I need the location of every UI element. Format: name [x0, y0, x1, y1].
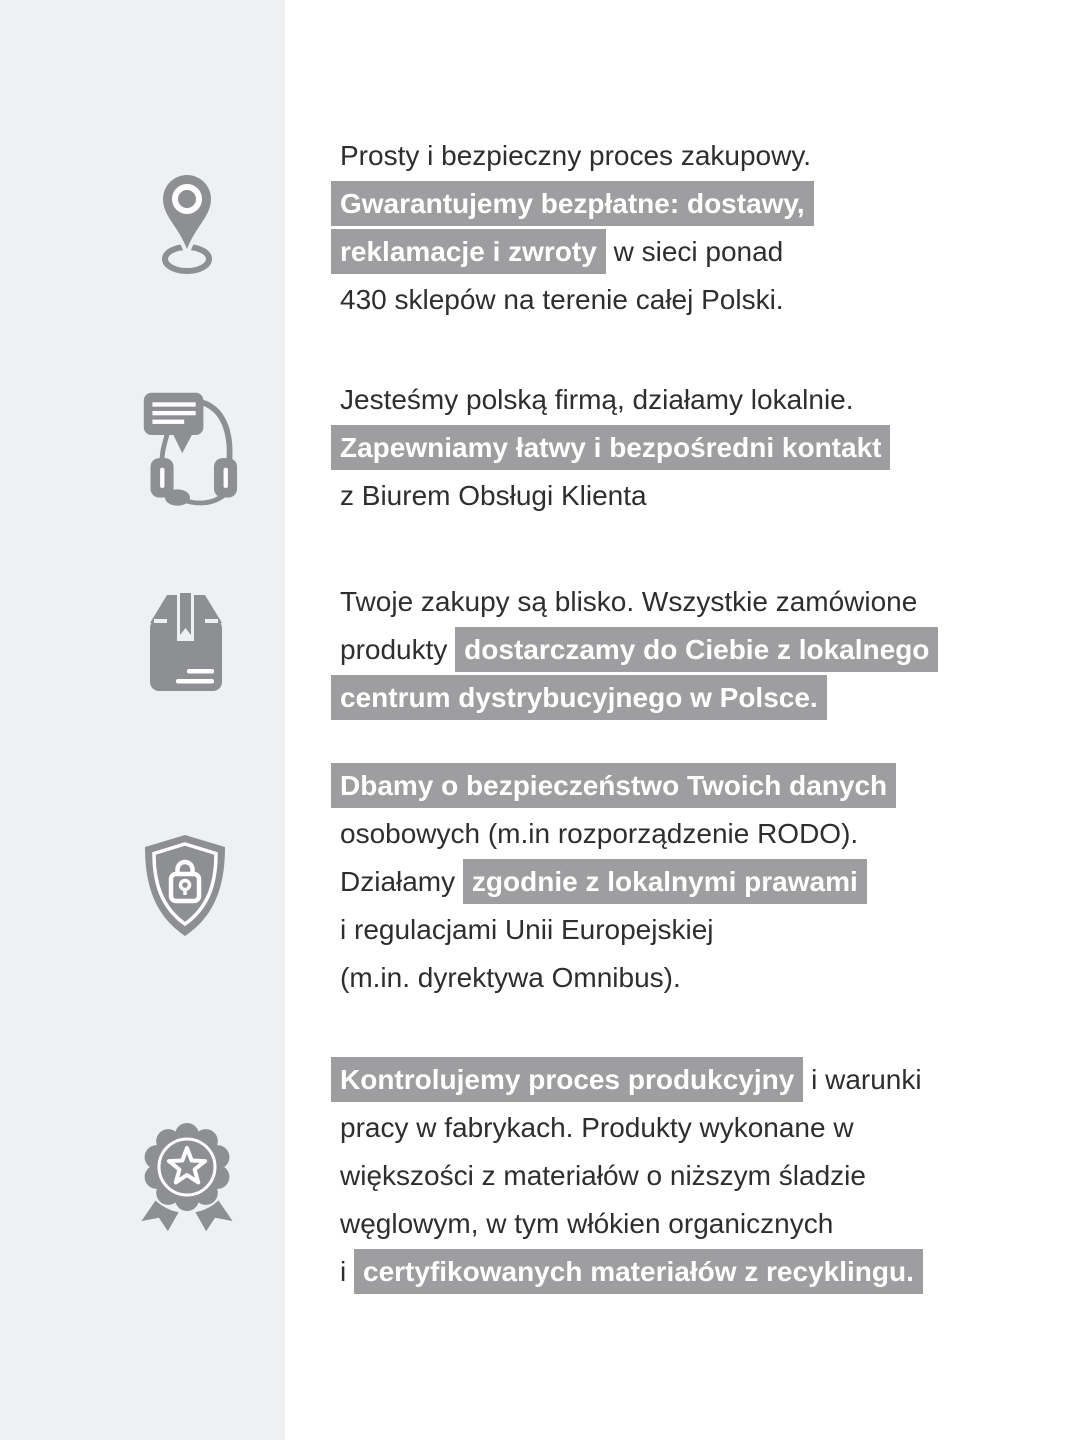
- text-line: [331, 810, 896, 858]
- text-block: [331, 578, 938, 722]
- text-line: [331, 1248, 923, 1296]
- text-block: [331, 132, 814, 324]
- plain-text: i warunki: [803, 1064, 922, 1095]
- award-badge-icon: [133, 1120, 241, 1238]
- highlighted-text: Dbamy o bezpieczeństwo Twoich danych: [331, 763, 896, 808]
- package-box-icon: [147, 593, 225, 695]
- plain-text: Prosty i bezpieczny proces zakupowy.: [340, 140, 812, 171]
- plain-text: Działamy: [340, 866, 463, 897]
- plain-text: w sieci ponad: [605, 236, 784, 267]
- text-line: [331, 578, 938, 626]
- text-line: [331, 180, 814, 228]
- text-block: [331, 376, 890, 520]
- text-line: [331, 762, 896, 810]
- highlighted-text: Zapewniamy łatwy i bezpośredni kontakt: [331, 425, 890, 470]
- text-line: [331, 1200, 923, 1248]
- location-pin-icon: [155, 173, 219, 277]
- customer-service-headset-icon: [138, 388, 238, 507]
- plain-text: węglowym, w tym włókien organicznych: [340, 1208, 834, 1239]
- section-local-warehouse: [331, 578, 938, 722]
- text-line: [331, 906, 896, 954]
- plain-text: Jesteśmy polską firmą, działamy lokalnie.: [340, 384, 854, 415]
- text-line: [331, 228, 814, 276]
- text-line: [331, 1104, 923, 1152]
- text-block: [331, 1056, 923, 1296]
- highlighted-text: Gwarantujemy bezpłatne: dostawy,: [331, 181, 814, 226]
- highlighted-text: Kontrolujemy proces produkcyjny: [331, 1057, 803, 1102]
- text-line: [331, 132, 814, 180]
- text-line: [331, 1056, 923, 1104]
- plain-text: produkty: [340, 634, 456, 665]
- section-local-contact: [331, 376, 890, 520]
- plain-text: i regulacjami Unii Europejskiej: [340, 914, 714, 945]
- text-line: [331, 674, 938, 722]
- text-line: [331, 1152, 923, 1200]
- highlighted-text: certyfikowanych materiałów z recyklingu.: [354, 1249, 923, 1294]
- highlighted-text: dostarczamy do Ciebie z lokalnego: [455, 627, 938, 672]
- section-production-control: [331, 1056, 923, 1296]
- plain-text: pracy w fabrykach. Produkty wykonane w: [340, 1112, 854, 1143]
- text-line: [331, 954, 896, 1002]
- highlighted-text: centrum dystrybucyjnego w Polsce.: [331, 675, 827, 720]
- plain-text: i: [340, 1256, 354, 1287]
- text-line: [331, 472, 890, 520]
- shield-lock-icon: [138, 832, 232, 940]
- text-line: [331, 626, 938, 674]
- text-line: [331, 424, 890, 472]
- text-line: [331, 858, 896, 906]
- highlighted-text: zgodnie z lokalnymi prawami: [463, 859, 867, 904]
- plain-text: większości z materiałów o niższym śladzie: [340, 1160, 866, 1191]
- plain-text: 430 sklepów na terenie całej Polski.: [340, 284, 784, 315]
- section-data-security: [331, 762, 896, 1002]
- plain-text: (m.in. dyrektywa Omnibus).: [340, 962, 681, 993]
- text-line: [331, 376, 890, 424]
- text-line: [331, 276, 814, 324]
- plain-text: osobowych (m.in rozporządzenie RODO).: [340, 818, 859, 849]
- plain-text: Twoje zakupy są blisko. Wszystkie zamówione: [340, 586, 918, 617]
- text-block: [331, 762, 896, 1002]
- plain-text: z Biurem Obsługi Klienta: [340, 480, 647, 511]
- section-free-delivery: [331, 132, 814, 324]
- highlighted-text: reklamacje i zwroty: [331, 229, 606, 274]
